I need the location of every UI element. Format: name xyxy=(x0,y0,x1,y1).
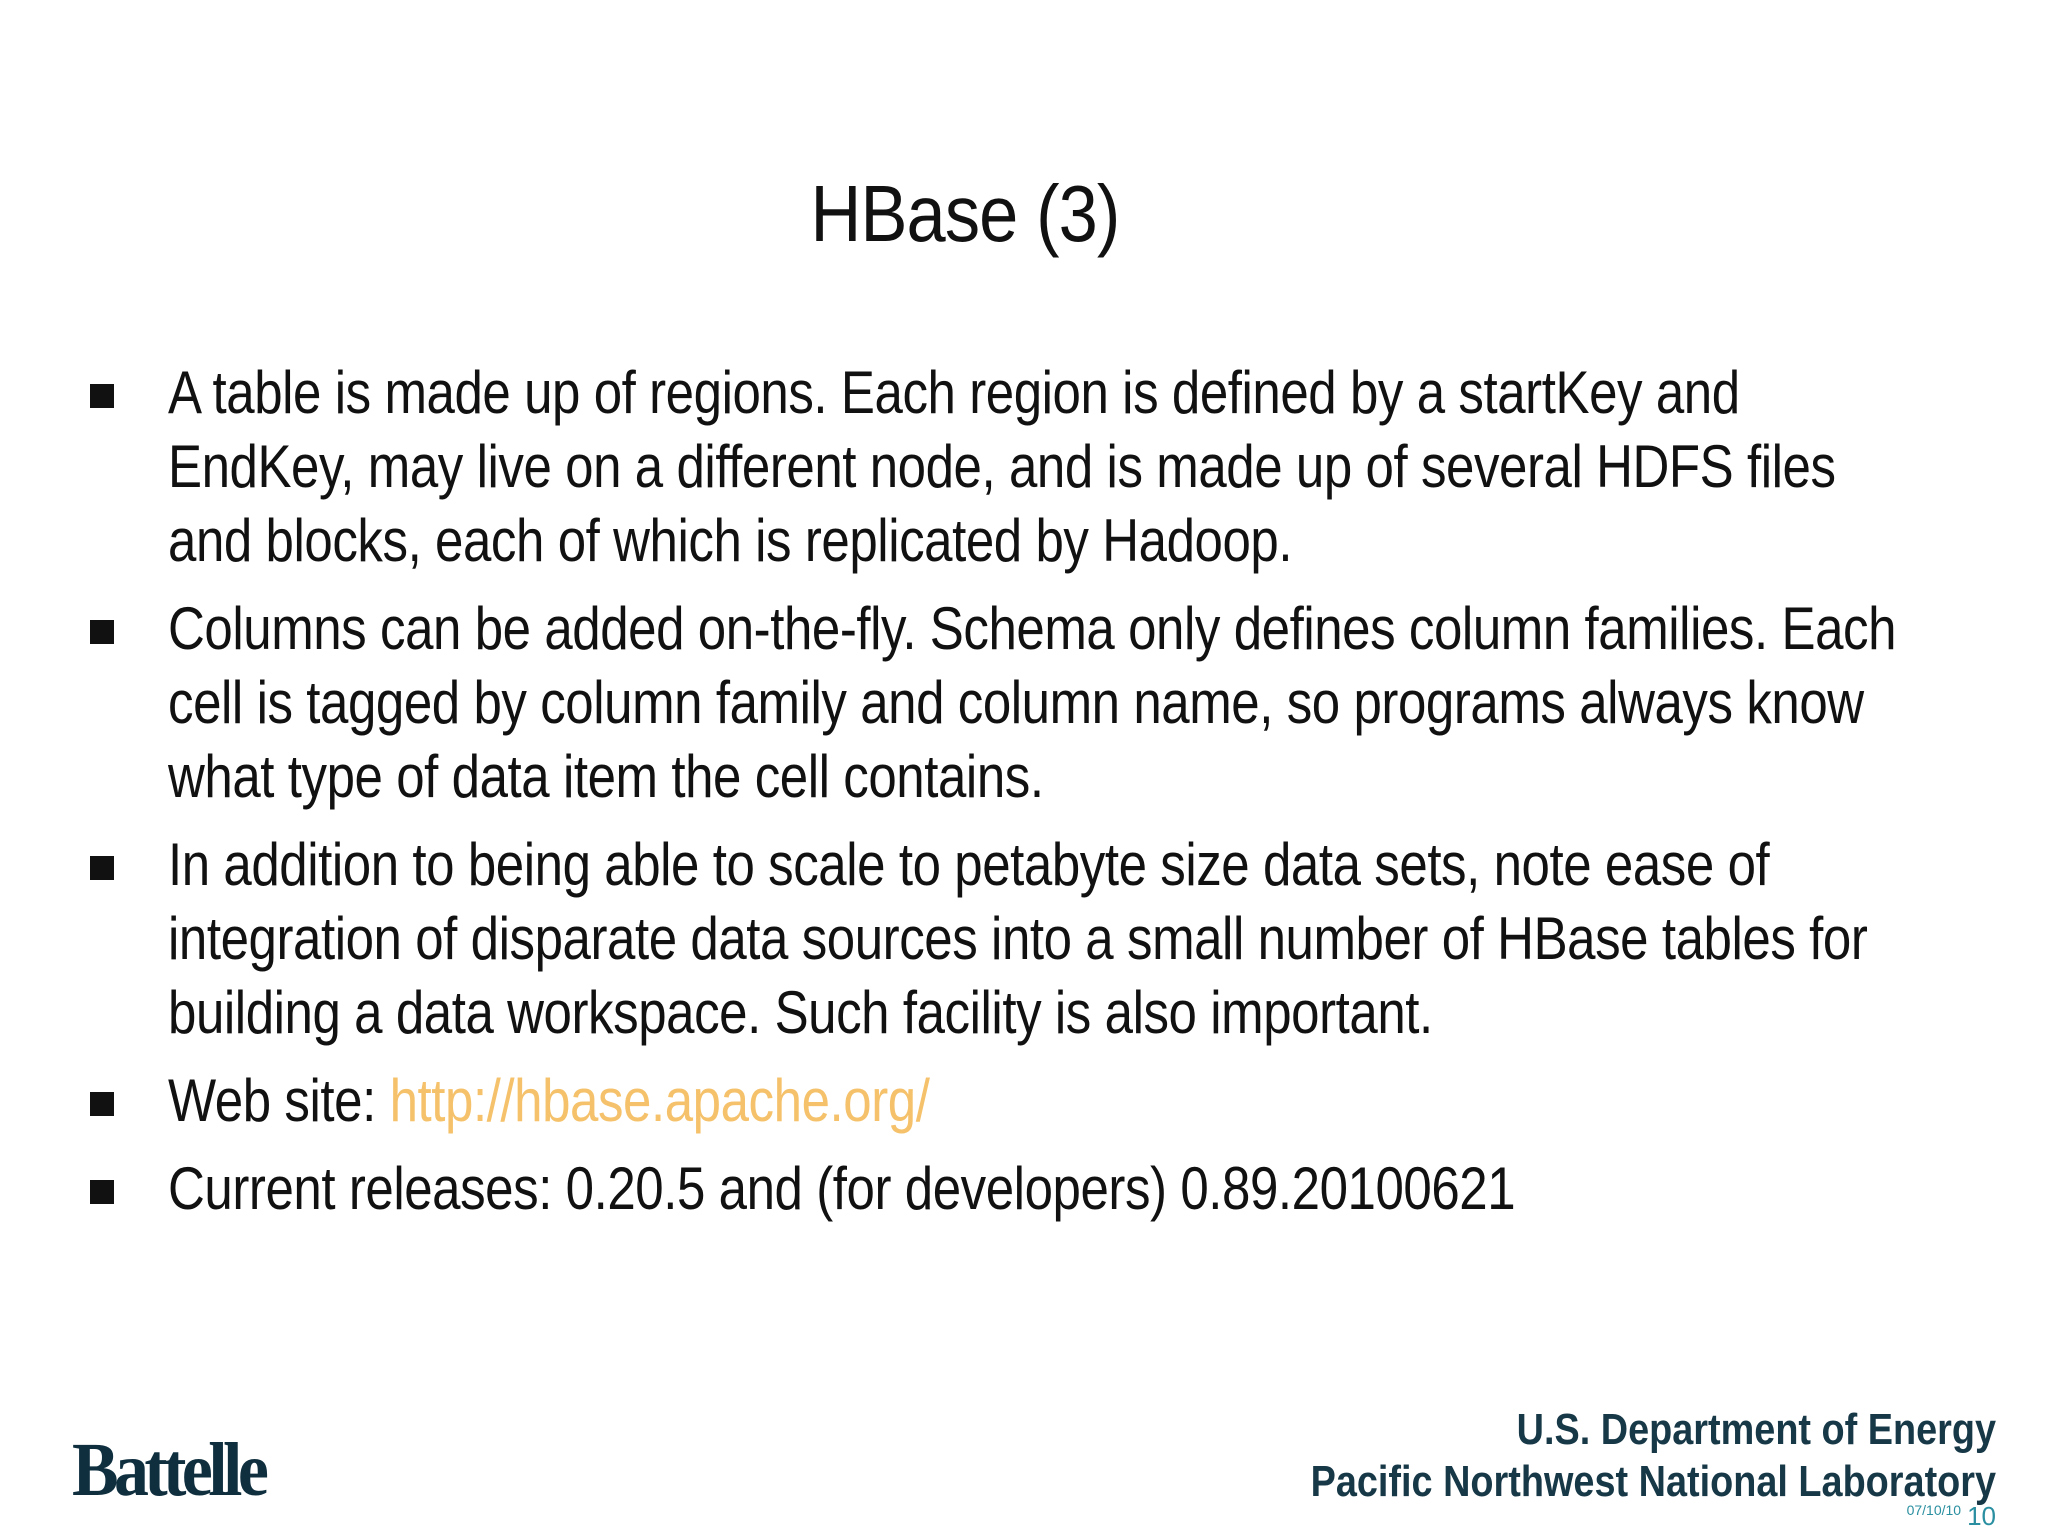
square-bullet-icon xyxy=(90,856,114,880)
website-label: Web site: xyxy=(168,1067,390,1134)
bullet-item xyxy=(90,356,2010,578)
bullet-item xyxy=(90,828,2010,1050)
footer-org-line1: U.S. Department of Energy xyxy=(1516,1405,1996,1454)
bullet-text: Columns can be added on-the-fly. Schema only defines column families. Each cell is tagged by column family and column name, so programs always know what type of data item the cell contains. xyxy=(168,595,1897,810)
bullet-item-website xyxy=(90,1064,2010,1138)
bullet-text: Current releases: 0.20.5 and (for developers) 0.89.20100621 xyxy=(168,1155,1516,1222)
bullet-text: In addition to being able to scale to petabyte size data sets, note ease of integration of disparate data sources into a small number of HBase tables for building a data workspace. Such facility is also important. xyxy=(168,831,1868,1046)
square-bullet-icon xyxy=(90,620,114,644)
page-number: 10 xyxy=(1967,1501,1996,1531)
square-bullet-icon xyxy=(90,1092,114,1116)
footer-organization xyxy=(1311,1404,1996,1508)
hbase-website-link[interactable]: http://hbase.apache.org/ xyxy=(389,1067,930,1134)
footer-meta xyxy=(1907,1502,1996,1530)
bullet-list xyxy=(90,356,2010,1240)
square-bullet-icon xyxy=(90,1180,114,1204)
battelle-logo: Battelle xyxy=(72,1428,265,1512)
square-bullet-icon xyxy=(90,384,114,408)
slide-title: HBase (3) xyxy=(810,169,1120,258)
bullet-item xyxy=(90,592,2010,814)
footer-date: 07/10/10 xyxy=(1906,1502,1962,1518)
bullet-text: A table is made up of regions. Each region is defined by a startKey and EndKey, may live on a different node, and is made up of several HDFS files and blocks, each of which is replicated by Hadoop. xyxy=(168,359,1836,574)
footer-org-line2: Pacific Northwest National Laboratory xyxy=(1310,1457,1996,1506)
bullet-text xyxy=(168,1064,1919,1138)
bullet-item-releases xyxy=(90,1152,2010,1226)
